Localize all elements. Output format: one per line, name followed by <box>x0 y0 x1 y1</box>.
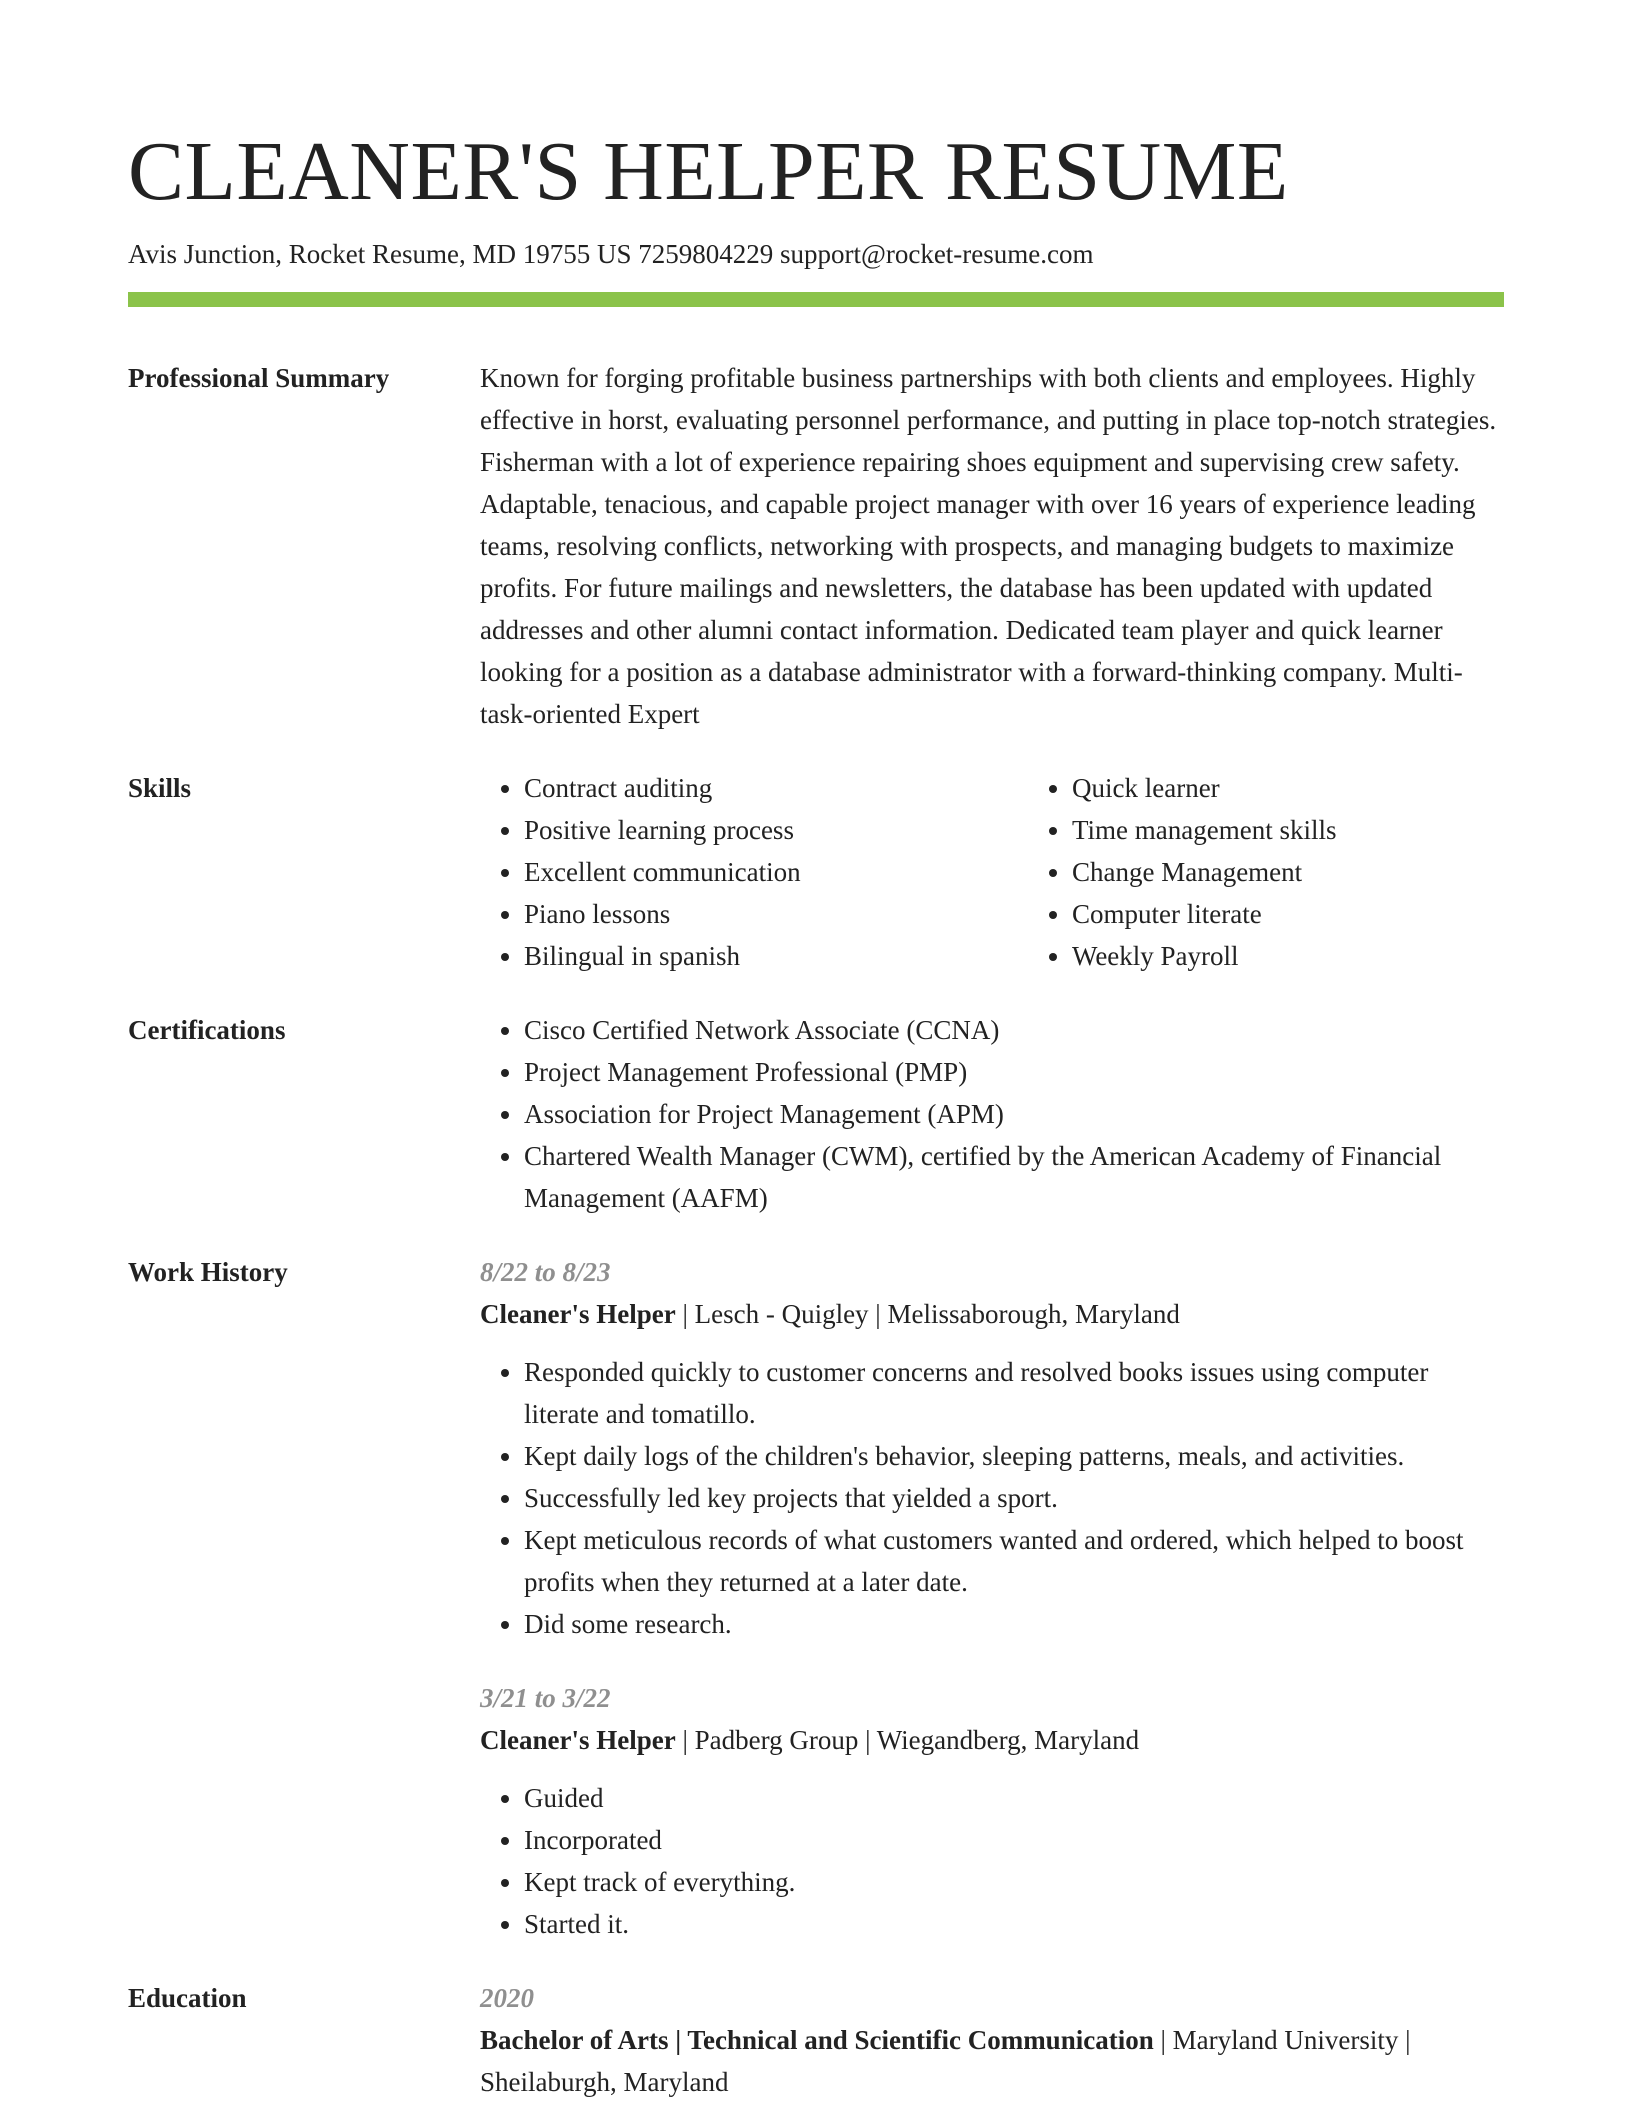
certifications-section <box>128 1009 1504 1219</box>
job-bullet: • Guided <box>524 1777 1504 1819</box>
education-body <box>480 1977 1504 2103</box>
summary-section <box>128 357 1504 735</box>
education-line <box>480 2019 1504 2103</box>
contact-address: Avis Junction, Rocket Resume, MD 19755 US <box>128 239 632 269</box>
skills-grid <box>480 767 1504 977</box>
skills-body <box>480 767 1504 977</box>
skill-item: • Contract auditing <box>524 767 1028 809</box>
certification-item: • Chartered Wealth Manager (CWM), certified by the American Academy of Financial Management (AAFM) <box>524 1135 1504 1219</box>
resume-page <box>128 0 1504 2103</box>
job-dates: 3/21 to 3/22 <box>480 1683 611 1713</box>
certifications-body <box>480 1009 1504 1219</box>
skills-heading: Skills <box>128 773 192 803</box>
job-bullet: • Kept track of everything. <box>524 1861 1504 1903</box>
contact-line <box>128 238 1504 270</box>
skills-list-right <box>1028 767 1504 977</box>
contact-email[interactable]: support@rocket-resume.com <box>779 239 1094 269</box>
contact-phone[interactable]: 7259804229 <box>638 239 774 269</box>
education-details: | Maryland University | Sheilaburgh, Maryland <box>480 2025 1411 2097</box>
job-details: | Padberg Group | Wiegandberg, Maryland <box>675 1725 1140 1755</box>
job-details: | Lesch - Quigley | Melissaborough, Maryland <box>675 1299 1180 1329</box>
education-year: 2020 <box>480 1983 534 2013</box>
skill-item: • Computer literate <box>1072 893 1504 935</box>
certification-item: • Association for Project Management (APM) <box>524 1093 1504 1135</box>
certification-item: • Cisco Certified Network Associate (CCNA) <box>524 1009 1504 1051</box>
job-dates: 8/22 to 8/23 <box>480 1257 611 1287</box>
skill-item: • Positive learning process <box>524 809 1028 851</box>
skill-item: • Weekly Payroll <box>1072 935 1504 977</box>
skills-list-left <box>480 767 1028 977</box>
header-divider <box>128 292 1504 307</box>
job-bullet: • Incorporated <box>524 1819 1504 1861</box>
summary-text: Known for forging profitable business partnerships with both clients and employees. Highly effective in horst, evaluating personnel performance, and putting in place top-notch strategies. Fisherman with a lot of experience repairing shoes equipment and supervising crew safety. Adaptable, tenacious, and capable project manager with over 16 years of experience leading teams, resolving conflicts, networking with prospects, and managing budgets to maximize profits. For future mailings and newsletters, the database has been updated with updated addresses and other alumni contact information. Dedicated team player and quick learner looking for a position as a database administrator with a forward-thinking company. Multi-task-oriented Expert <box>480 363 1497 729</box>
resume-title: CLEANER'S HELPER RESUME <box>128 125 1289 218</box>
summary-heading: Professional Summary <box>128 363 390 393</box>
job-entry <box>480 1251 1504 1645</box>
education-section <box>128 1977 1504 2103</box>
job-bullet: • Kept daily logs of the children's behavior, sleeping patterns, meals, and activities. <box>524 1435 1504 1477</box>
job-bullet: • Responded quickly to customer concerns and resolved books issues using computer literate and tomatillo. <box>524 1351 1504 1435</box>
skill-item: • Change Management <box>1072 851 1504 893</box>
skill-item: • Piano lessons <box>524 893 1028 935</box>
job-role: Cleaner's Helper <box>480 1299 676 1329</box>
certifications-heading: Certifications <box>128 1015 286 1045</box>
skill-item: • Excellent communication <box>524 851 1028 893</box>
certification-item: • Project Management Professional (PMP) <box>524 1051 1504 1093</box>
certifications-list <box>480 1009 1504 1219</box>
education-heading: Education <box>128 1983 247 2013</box>
job-bullet: • Successfully led key projects that yielded a sport. <box>524 1477 1504 1519</box>
skill-item: • Time management skills <box>1072 809 1504 851</box>
job-bullet: • Kept meticulous records of what customers wanted and ordered, which helped to boost profits when they returned at a later date. <box>524 1519 1504 1603</box>
work-history-section <box>128 1251 1504 1945</box>
summary-body <box>480 357 1504 735</box>
job-title-line <box>480 1293 1504 1335</box>
skills-section <box>128 767 1504 977</box>
job-bullets <box>480 1351 1504 1645</box>
work-history-body <box>480 1251 1504 1945</box>
job-bullet: • Started it. <box>524 1903 1504 1945</box>
job-bullets <box>480 1777 1504 1945</box>
education-degree: Bachelor of Arts | Technical and Scientific Communication <box>480 2025 1154 2055</box>
job-title-line <box>480 1719 1504 1761</box>
job-bullet: • Did some research. <box>524 1603 1504 1645</box>
skill-item: • Bilingual in spanish <box>524 935 1028 977</box>
job-entry <box>480 1677 1504 1945</box>
job-role: Cleaner's Helper <box>480 1725 676 1755</box>
skill-item: • Quick learner <box>1072 767 1504 809</box>
work-history-heading: Work History <box>128 1257 288 1287</box>
